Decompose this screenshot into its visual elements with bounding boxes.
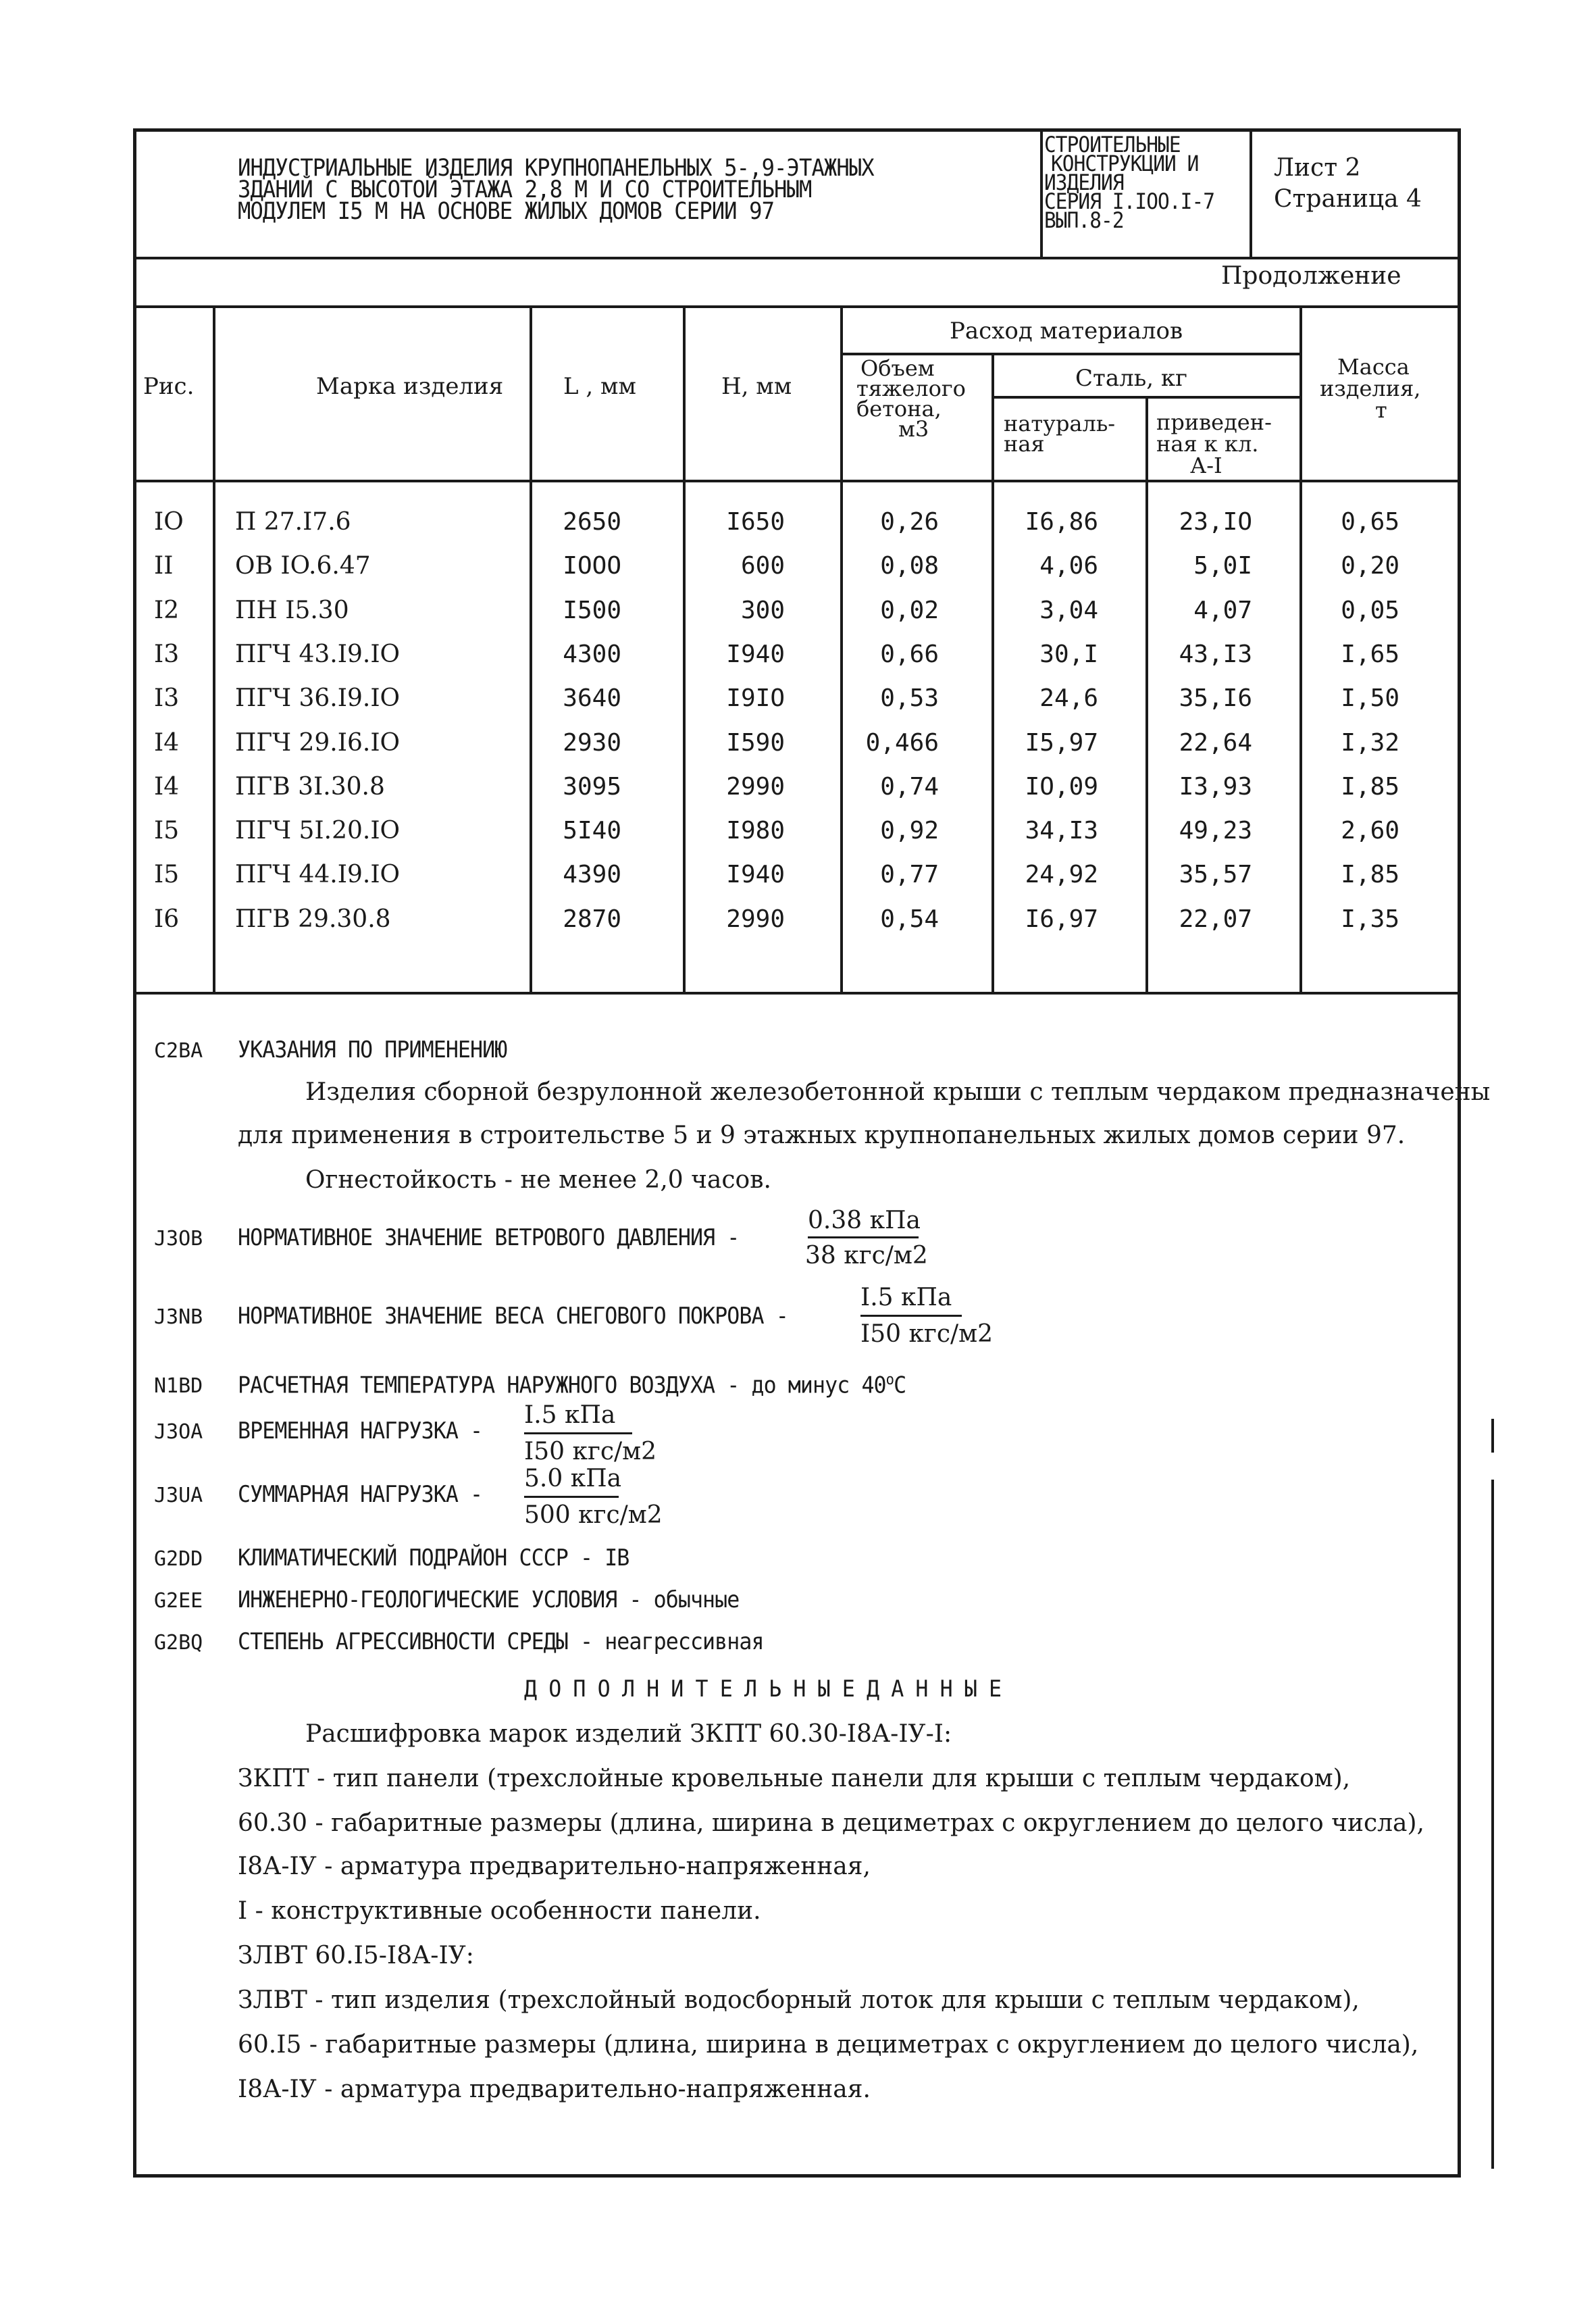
table-cell-mass: 2,60 xyxy=(1341,817,1399,845)
code-total-load: J3UA xyxy=(154,1484,203,1507)
geology-label: ИНЖЕНЕРНО-ГЕОЛОГИЧЕСКИЕ УСЛОВИЯ - обычные xyxy=(238,1586,740,1613)
concrete-line-4: м3 xyxy=(898,416,929,442)
series-line-3: ИЗДЕЛИЯ xyxy=(1044,170,1124,195)
second-mark-heading: ЗЛВТ 60.I5-I8А-IУ: xyxy=(238,1942,474,1969)
table-cell-h: I940 xyxy=(726,640,785,668)
concrete-line-3: бетона, xyxy=(856,396,942,422)
continuation-label: Продолжение xyxy=(1221,262,1401,290)
table-cell-nat: IO,09 xyxy=(1025,773,1098,801)
table-cell-fig: I3 xyxy=(154,640,180,668)
table-cell-h: 2990 xyxy=(726,905,785,933)
table-cell-l: 4300 xyxy=(563,640,621,668)
series-line-5: ВЫП.8-2 xyxy=(1044,207,1124,233)
table-cell-fig: I4 xyxy=(154,773,180,801)
degree-sign: o xyxy=(885,1372,894,1388)
title-line-3: МОДУЛЕМ I5 М НА ОСНОВЕ ЖИЛЫХ ДОМОВ СЕРИИ 97 xyxy=(238,198,775,225)
wind-fraction-line xyxy=(808,1236,919,1238)
table-cell-mass: 0,20 xyxy=(1341,552,1399,580)
total-load-bottom: 500 кгс/м2 xyxy=(524,1501,663,1529)
col-divider-5 xyxy=(992,353,994,992)
decode-line-5: ЗЛВТ - тип изделия (трехслойный водосборный лоток для крыши с теплым чердаком), xyxy=(238,1986,1360,2014)
table-cell-conc: 0,53 xyxy=(880,684,939,712)
table-cell-mass: I,50 xyxy=(1341,684,1399,712)
table-cell-nat: I6,86 xyxy=(1025,508,1098,536)
wind-value-top: 0.38 кПа xyxy=(808,1207,921,1234)
col-header-mark: Марка изделия xyxy=(316,373,504,400)
table-cell-l: 3095 xyxy=(563,773,621,801)
climate-label: КЛИМАТИЧЕСКИЙ ПОДРАЙОН СССР - IB xyxy=(238,1544,629,1571)
header-divider-1 xyxy=(1040,128,1043,257)
table-cell-mass: I,65 xyxy=(1341,640,1399,668)
snow-value-bottom: I50 кгс/м2 xyxy=(860,1320,994,1348)
decode-line-3: I8А-IУ - арматура предварительно-напряженная, xyxy=(238,1853,871,1880)
table-cell-nat: 30,I xyxy=(1039,640,1098,668)
title-line-1: ИНДУСТРИАЛЬНЫЕ ИЗДЕЛИЯ КРУПНОПАНЕЛЬНЫХ 5-,9-ЭТАЖНЫХ xyxy=(238,155,874,182)
table-cell-red: 35,I6 xyxy=(1179,684,1252,712)
table-cell-mass: I,35 xyxy=(1341,905,1399,933)
reduced-line-3: А-I xyxy=(1190,453,1222,478)
application-title: УКАЗАНИЯ ПО ПРИМЕНЕНИЮ xyxy=(238,1036,507,1063)
table-cell-conc: 0,08 xyxy=(880,552,939,580)
temporary-load-label: ВРЕМЕННАЯ НАГРУЗКА - xyxy=(238,1417,483,1444)
table-cell-nat: 34,I3 xyxy=(1025,817,1098,845)
code-temporary-load: J3OA xyxy=(154,1420,203,1444)
col-header-h: H, мм xyxy=(721,373,792,400)
decode-heading: Расшифровка марок изделий ЗКПТ 60.30-I8А-IУ-I: xyxy=(305,1720,952,1748)
natural-line-1: натураль- xyxy=(1004,411,1116,436)
table-cell-h: I9IO xyxy=(726,684,785,712)
table-cell-mass: 0,05 xyxy=(1341,597,1399,624)
table-cell-fig: I3 xyxy=(154,684,180,712)
table-cell-mark: ПГЧ 5I.20.IO xyxy=(235,817,401,845)
temporary-load-top: I.5 кПа xyxy=(524,1401,616,1429)
concrete-line-2: тяжелого xyxy=(856,376,966,401)
mass-line-2: изделия, xyxy=(1320,376,1421,401)
table-cell-conc: 0,466 xyxy=(865,729,939,757)
col-divider-7 xyxy=(1299,305,1302,993)
table-cell-l: 2930 xyxy=(563,729,621,757)
sheet-number: Лист 2 xyxy=(1274,154,1361,182)
table-cell-red: 23,IO xyxy=(1179,508,1252,536)
table-cell-mark: ПГЧ 29.I6.IO xyxy=(235,729,401,757)
col-divider-1 xyxy=(213,305,215,993)
col-divider-4 xyxy=(840,305,843,993)
table-cell-nat: 24,92 xyxy=(1025,861,1098,888)
header-bottom-rule xyxy=(133,257,1461,259)
table-cell-red: 22,07 xyxy=(1179,905,1252,933)
page-number: Страница 4 xyxy=(1274,185,1422,213)
table-cell-mass: 0,65 xyxy=(1341,508,1399,536)
table-cell-l: 5I40 xyxy=(563,817,621,845)
margin-mark-1 xyxy=(1491,1419,1494,1453)
temporary-load-bottom: I50 кгс/м2 xyxy=(524,1438,657,1465)
continuation-rule xyxy=(133,305,1461,308)
snow-value-top: I.5 кПа xyxy=(860,1284,952,1311)
table-cell-mark: ПГВ 29.30.8 xyxy=(235,905,391,933)
table-cell-red: 35,57 xyxy=(1179,861,1252,888)
table-cell-conc: 0,77 xyxy=(880,861,939,888)
table-cell-red: I3,93 xyxy=(1179,773,1252,801)
wind-value-bottom: 38 кгс/м2 xyxy=(805,1242,928,1269)
total-load-label: СУММАРНАЯ НАГРУЗКА - xyxy=(238,1481,483,1508)
table-cell-l: 3640 xyxy=(563,684,621,712)
table-cell-h: I980 xyxy=(726,817,785,845)
table-cell-fig: I5 xyxy=(154,817,180,845)
table-cell-nat: I5,97 xyxy=(1025,729,1098,757)
col-divider-3 xyxy=(683,305,686,993)
table-cell-mass: I,85 xyxy=(1341,861,1399,888)
table-cell-h: I940 xyxy=(726,861,785,888)
table-cell-mark: ПГЧ 36.I9.IO xyxy=(235,684,401,712)
snow-fraction-line xyxy=(860,1315,962,1317)
table-cell-conc: 0,92 xyxy=(880,817,939,845)
col-header-l: L , мм xyxy=(563,373,636,400)
table-cell-red: 5,0I xyxy=(1193,552,1252,580)
table-cell-mark: ОВ IO.6.47 xyxy=(235,552,371,580)
table-cell-conc: 0,54 xyxy=(880,905,939,933)
temperature-unit: C xyxy=(894,1372,906,1399)
total-load-fraction-line xyxy=(524,1496,619,1498)
table-cell-fig: I4 xyxy=(154,729,180,757)
fire-resistance: Огнестойкость - не менее 2,0 часов. xyxy=(305,1166,771,1194)
decode-line-2: 60.30 - габаритные размеры (длина, ширина в дециметрах с округлением до целого числа), xyxy=(238,1809,1424,1837)
table-cell-red: 22,64 xyxy=(1179,729,1252,757)
table-cell-fig: II xyxy=(154,552,174,580)
table-bottom-rule xyxy=(133,992,1461,995)
table-cell-l: 2650 xyxy=(563,508,621,536)
decode-line-1: ЗКПТ - тип панели (трехслойные кровельные панели для крыши с теплым чердаком), xyxy=(238,1765,1351,1792)
table-cell-h: 2990 xyxy=(726,773,785,801)
table-cell-fig: I2 xyxy=(154,597,180,624)
code-snow: J3NB xyxy=(154,1305,203,1329)
table-header-rule xyxy=(133,480,1461,482)
decode-line-4: I - конструктивные особенности панели. xyxy=(238,1897,761,1925)
table-cell-mark: ПГЧ 44.I9.IO xyxy=(235,861,401,888)
application-para-line-2: для применения в строительстве 5 и 9 этажных крупнопанельных жилых домов серии 97. xyxy=(238,1122,1406,1149)
application-para-line-1: Изделия сборной безрулонной железобетонной крыши с теплым чердаком предназначены xyxy=(305,1078,1491,1106)
table-cell-red: 49,23 xyxy=(1179,817,1252,845)
code-temperature: N1BD xyxy=(154,1374,203,1398)
concrete-line-1: Объем xyxy=(860,355,935,381)
series-line-1: СТРОИТЕЛЬНЫЕ xyxy=(1044,132,1181,157)
code-wind: J3OB xyxy=(154,1227,203,1251)
series-line-4: СЕРИЯ I.IOO.I-7 xyxy=(1044,188,1215,214)
table-cell-mark: ПН I5.30 xyxy=(235,597,349,624)
code-geology: G2EE xyxy=(154,1589,203,1613)
table-cell-l: 2870 xyxy=(563,905,621,933)
table-cell-h: 300 xyxy=(740,597,785,624)
table-cell-nat: I6,97 xyxy=(1025,905,1098,933)
col-header-consumption: Расход материалов xyxy=(950,318,1183,345)
mass-line-1: Масса xyxy=(1337,354,1410,380)
additional-title: Д О П О Л Н И Т Е Л Ь Н Ы Е Д А Н Н Ы Е xyxy=(524,1676,1002,1703)
code-climate: G2DD xyxy=(154,1547,203,1571)
table-cell-conc: 0,74 xyxy=(880,773,939,801)
reduced-line-2: ная к кл. xyxy=(1156,431,1259,457)
table-cell-l: I500 xyxy=(563,597,621,624)
snow-label: НОРМАТИВНОЕ ЗНАЧЕНИЕ ВЕСА СНЕГОВОГО ПОКРОВА - xyxy=(238,1303,788,1330)
reduced-line-1: приведен- xyxy=(1156,409,1272,435)
table-cell-mass: I,32 xyxy=(1341,729,1399,757)
table-cell-nat: 4,06 xyxy=(1039,552,1098,580)
code-c2ba: C2BA xyxy=(154,1039,203,1063)
table-cell-conc: 0,26 xyxy=(880,508,939,536)
aggressiveness-label: СТЕПЕНЬ АГРЕССИВНОСТИ СРЕДЫ - неагрессивная xyxy=(238,1628,764,1655)
table-cell-fig: IO xyxy=(154,508,184,536)
table-cell-nat: 3,04 xyxy=(1039,597,1098,624)
total-load-top: 5.0 кПа xyxy=(524,1465,622,1492)
table-cell-fig: I5 xyxy=(154,861,180,888)
table-cell-mark: П 27.I7.6 xyxy=(235,508,351,536)
col-header-fig: Рис. xyxy=(143,373,195,400)
table-cell-red: 4,07 xyxy=(1193,597,1252,624)
title-line-2: ЗДАНИЙ С ВЫСОТОЙ ЭТАЖА 2,8 М И СО СТРОИТЕЛЬНЫМ xyxy=(238,176,812,203)
table-cell-h: 600 xyxy=(740,552,785,580)
table-cell-conc: 0,66 xyxy=(880,640,939,668)
table-cell-conc: 0,02 xyxy=(880,597,939,624)
wind-label: НОРМАТИВНОЕ ЗНАЧЕНИЕ ВЕТРОВОГО ДАВЛЕНИЯ - xyxy=(238,1224,740,1251)
code-aggressiveness: G2BQ xyxy=(154,1631,203,1655)
temperature-text: РАСЧЕТНАЯ ТЕМПЕРАТУРА НАРУЖНОГО ВОЗДУХА - до минус 40 xyxy=(238,1372,886,1399)
col-header-steel: Сталь, кг xyxy=(1075,365,1187,392)
temporary-load-fraction-line xyxy=(524,1432,632,1434)
table-cell-nat: 24,6 xyxy=(1039,684,1098,712)
header-divider-2 xyxy=(1250,128,1252,257)
col-divider-2 xyxy=(530,305,532,993)
margin-mark-2 xyxy=(1491,1480,1494,2169)
decode-line-6: 60.I5 - габаритные размеры (длина, ширина в дециметрах с округлением до целого числа), xyxy=(238,2031,1419,2059)
table-cell-l: IOOO xyxy=(563,552,621,580)
series-line-2: КОНСТРУКЦИИ И xyxy=(1051,151,1199,176)
table-cell-mark: ПГЧ 43.I9.IO xyxy=(235,640,401,668)
decode-line-7: I8А-IУ - арматура предварительно-напряженная. xyxy=(238,2076,871,2103)
table-cell-l: 4390 xyxy=(563,861,621,888)
table-cell-mark: ПГВ 3I.30.8 xyxy=(235,773,385,801)
natural-line-2: ная xyxy=(1004,431,1045,457)
col-divider-6 xyxy=(1145,396,1148,992)
mass-line-3: т xyxy=(1375,397,1387,423)
table-cell-mass: I,85 xyxy=(1341,773,1399,801)
table-cell-h: I590 xyxy=(726,729,785,757)
table-cell-h: I650 xyxy=(726,508,785,536)
table-cell-fig: I6 xyxy=(154,905,180,933)
table-cell-red: 43,I3 xyxy=(1179,640,1252,668)
temperature-label xyxy=(238,1372,906,1399)
